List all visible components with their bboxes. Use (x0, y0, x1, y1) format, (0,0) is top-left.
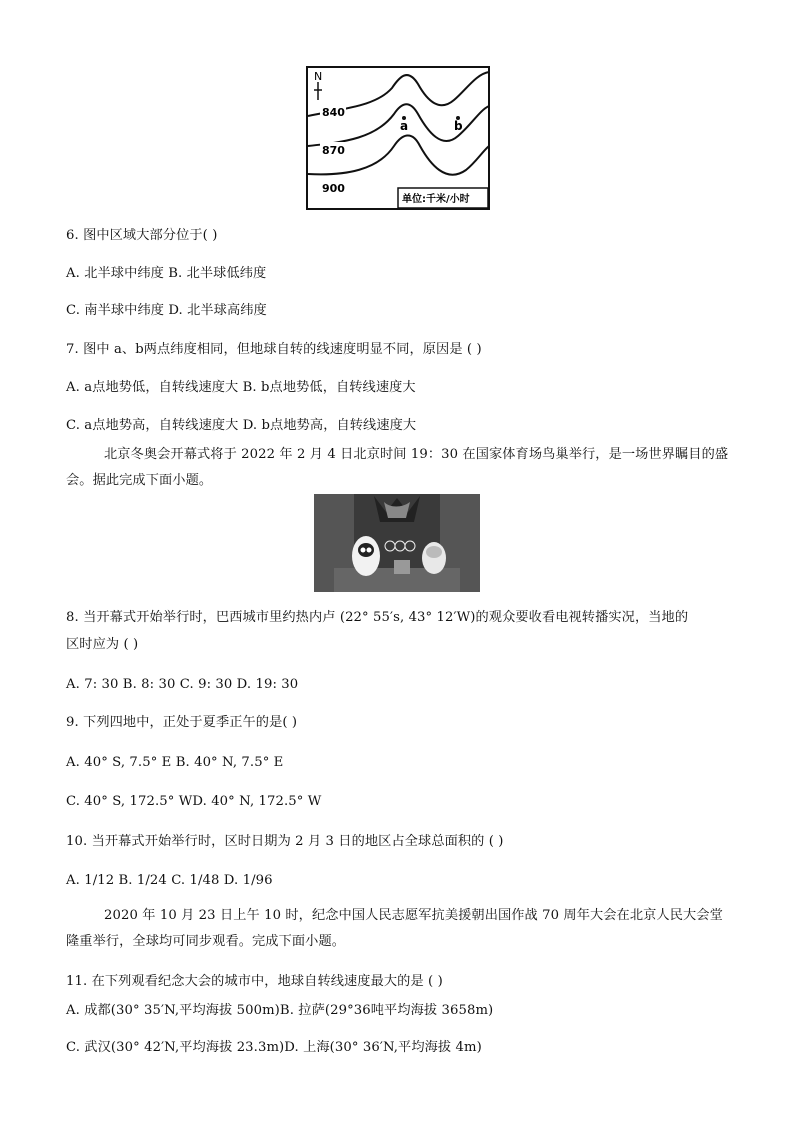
contour-label-870: 870 (322, 144, 345, 157)
isoline-map-figure (306, 66, 490, 210)
olympics-stage-photo (314, 494, 480, 592)
passage-winter-olympics: 北京冬奥会开幕式将于 2022 年 2 月 4 日北京时间 19：30 在国家体育场鸟巢举行，是一场世界瞩目的盛会。据此完成下面小题。 (66, 447, 729, 488)
contour-label-900: 900 (322, 182, 345, 195)
point-a-label: a (400, 119, 409, 133)
passage-commemoration: 2020 年 10 月 23 日上午 10 时，纪念中国人民志愿军抗美援朝出国作战 70 周年大会在北京人民大会堂隆重举行，全球均可同步观看。完成下面小题。 (66, 908, 723, 949)
north-label: N (314, 70, 323, 83)
point-b-label: b (454, 119, 463, 133)
question-6-options-1: A. 北半球中纬度 B. 北半球低纬度 (66, 266, 267, 281)
question-10-options: A. 1/12 B. 1/24 C. 1/48 D. 1/96 (66, 873, 273, 888)
question-11-stem: 11. 在下列观看纪念大会的城市中，地球自转线速度最大的是 ( ) (66, 974, 443, 989)
question-7-stem: 7. 图中 a、b两点纬度相同，但地球自转的线速度明显不同，原因是 ( ) (66, 342, 482, 357)
question-7-options-1: A. a点地势低，自转线速度大 B. b点地势低，自转线速度大 (66, 380, 416, 395)
question-8-stem-1: 8. 当开幕式开始举行时，巴西城市里约热内卢 (22° 55′s, 43° 12′W)的观众要收看电视转播实况，当地的 (66, 610, 689, 625)
question-11-options-1: A. 成都(30° 35′N,平均海拔 500m)B. 拉萨(29°36吨平均海拔 3658m) (66, 1003, 494, 1018)
question-9-options-1: A. 40° S, 7.5° E B. 40° N, 7.5° E (66, 755, 284, 770)
unit-label: 单位:千米/小时 (402, 194, 470, 205)
question-8-options: A. 7: 30 B. 8: 30 C. 9: 30 D. 19: 30 (66, 677, 299, 692)
question-6-options-2: C. 南半球中纬度 D. 北半球高纬度 (66, 303, 267, 318)
question-9-stem: 9. 下列四地中，正处于夏季正午的是( ) (66, 715, 298, 730)
question-9-options-2: C. 40° S, 172.5° WD. 40° N, 172.5° W (66, 794, 322, 809)
question-6-stem: 6. 图中区域大部分位于( ) (66, 228, 218, 243)
contour-label-840: 840 (322, 106, 345, 119)
question-11-options-2: C. 武汉(30° 42′N,平均海拔 23.3m)D. 上海(30° 36′N,平均海拔 4m) (66, 1040, 482, 1055)
question-7-options-2: C. a点地势高，自转线速度大 D. b点地势高，自转线速度大 (66, 418, 417, 433)
question-8-stem-2: 区时应为 ( ) (66, 637, 139, 652)
question-10-stem: 10. 当开幕式开始举行时，区时日期为 2 月 3 日的地区占全球总面积的 ( ) (66, 834, 504, 849)
